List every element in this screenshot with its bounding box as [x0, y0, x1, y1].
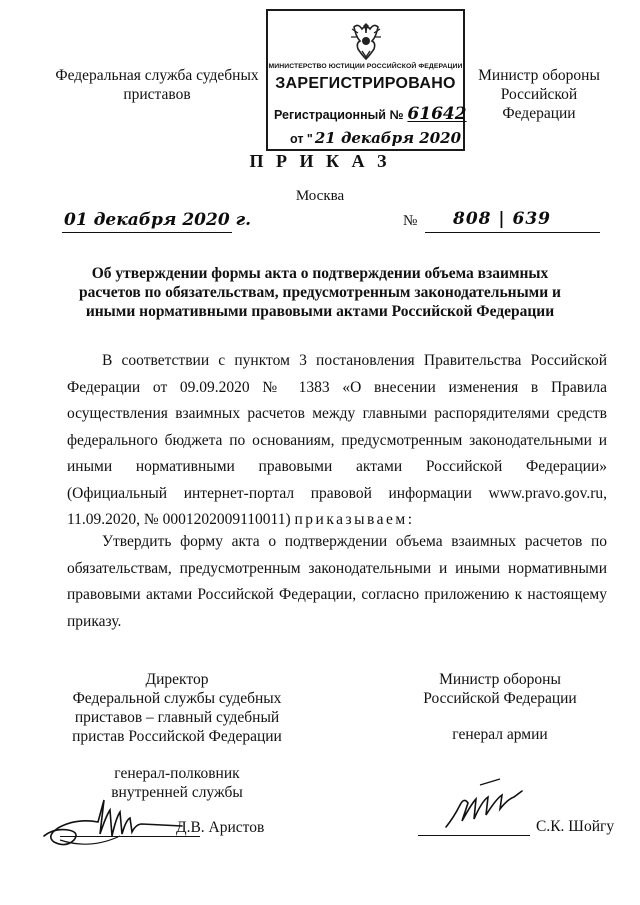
signatory-right-title-2: Российской Федерации [423, 690, 577, 707]
issuer-left-line2: приставов [123, 86, 191, 103]
order-number-field [425, 208, 600, 233]
stamp-registration-date [290, 129, 461, 147]
signatory-right-name: С.К. Шойгу [536, 818, 615, 835]
order-date-field [62, 208, 252, 233]
stamp-registration-number [274, 104, 467, 124]
signatory-left [52, 670, 302, 802]
signatory-left-name: Д.В. Аристов [176, 819, 265, 836]
document-city: Москва [295, 188, 345, 204]
order-date-handwritten: 01 декабря 2020 г. [64, 210, 252, 230]
signatory-left-title-4: пристав Российской Федерации [72, 728, 282, 745]
stamp-registered-label: ЗАРЕГИСТРИРОВАНО [275, 75, 456, 92]
signatory-left-title-1: Директор [145, 671, 209, 688]
body-paragraph-1-text: В соответствии с пунктом 3 постановления Правительства Российской Федерации от 09.09.2020 № 1383 «О внесении изменения в Правила осуществления взаимных расчетов между главными распорядителями средств федерального бюджета по основаниям, предусмотренным законодательными и иными нормативными правовыми актами Российской Федерации» (Официальный интернет-портал правовой информации www.pravo.gov.ru, 11.09.2020, № 0001202009110011) [67, 352, 607, 528]
stamp-date-label: от " [290, 132, 313, 146]
signatory-right-rank: генерал армии [452, 726, 548, 743]
stamp-date-handwritten: 21 декабря 2020 [314, 129, 462, 147]
signatory-right [415, 670, 585, 744]
body-paragraph-2: Утвердить форму акта о подтверждении объема взаимных расчетов по обязательствам, предусмотренным законодательными и иными нормативными правовыми актами Российской Федерации, согласно приложению к настоящему приказу. [67, 533, 607, 630]
stamp-reg-number-handwritten: 61642 [407, 104, 467, 124]
document-heading: Об утверждении формы акта о подтверждении объема взаимных расчетов по обязательствам, предусмотренным законодательными и иными нормативными правовыми актами Российской Федерации [79, 265, 561, 320]
issuer-left [52, 66, 262, 104]
signatory-left-title-2: Федеральной службы судебных [72, 690, 282, 707]
issuer-right [464, 66, 614, 123]
stamp-reg-label: Регистрационный № [274, 108, 404, 122]
handwritten-signature-right [440, 773, 535, 835]
signatory-right-title-1: Министр обороны [439, 671, 561, 688]
issuer-left-line1: Федеральная служба судебных [55, 67, 259, 84]
signatory-left-rank-1: генерал-полковник [114, 765, 240, 782]
signatory-left-title-3: приставов – главный судебный [74, 709, 280, 726]
issuer-right-line1: Министр обороны [478, 67, 600, 84]
stamp-ministry-name: МИНИСТЕРСТВО ЮСТИЦИИ РОССИЙСКОЙ ФЕДЕРАЦИИ [268, 63, 463, 70]
coat-of-arms-emblem [346, 19, 386, 61]
document-type: П Р И К А З [249, 151, 391, 171]
body-paragraph-1-order-word: приказываем: [294, 511, 415, 528]
order-number-handwritten: 808 | 639 [453, 209, 551, 229]
signature-line-right [418, 835, 530, 836]
body-paragraph-1 [67, 348, 607, 534]
handwritten-signature-left [40, 796, 190, 854]
order-number-label: № [403, 213, 418, 229]
registration-stamp [266, 9, 465, 151]
issuer-right-line2: Российской Федерации [500, 86, 578, 122]
signatory-left-rank-2: внутренней службы [111, 784, 243, 801]
